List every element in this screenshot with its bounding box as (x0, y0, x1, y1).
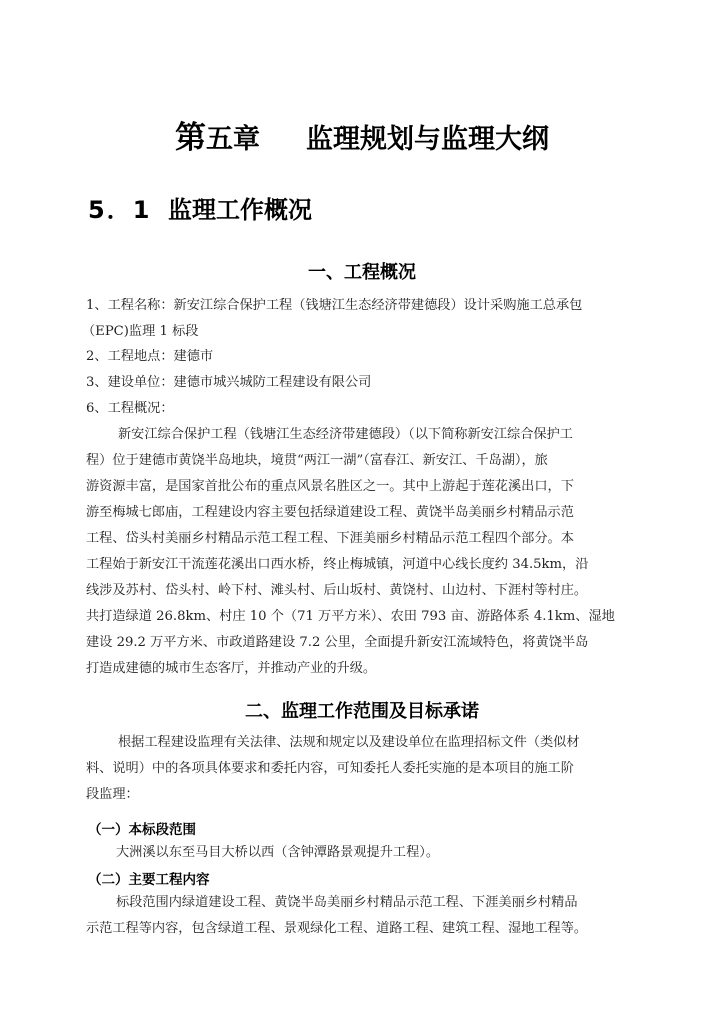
chapter-name: 监理规划与监理大纲 (306, 124, 549, 155)
overview-line: 线涉及苏村、岱头村、岭下村、滩头村、后山坂村、黄饶村、山边村、下涯村等村庄。 (86, 583, 588, 598)
scope-intro-line: 料、说明）中的各项具体要求和委托内容，可知委托人委托实施的是本项目的施工阶 (86, 761, 574, 776)
sub2-line: 示范工程等内容，包含绿道工程、景观绿化工程、道路工程、建筑工程、湿地工程等。 (86, 921, 588, 936)
chapter-number: 五章 (206, 124, 260, 155)
overview-line: 工程始于新安江干流莲花溪出口西水桥，终止梅城镇，河道中心线长度约 34.5km，沿 (86, 557, 589, 572)
sub1-heading: （一）本标段范围 (88, 822, 196, 838)
project-name-line: 1、工程名称：新安江综合保护工程（钱塘江生态经济带建德段）设计采购施工总承包 (86, 298, 583, 313)
section-number: 5．1 (88, 196, 152, 224)
overview-line: 新安江综合保护工程（钱塘江生态经济带建德段）（以下简称新安江综合保护工 (118, 427, 573, 442)
overview-line: 程）位于建德市黄饶半岛地块，境贯“两江一湖”（富春江、新安江、千岛湖），旅 (86, 453, 548, 468)
chapter-prefix: 第 (175, 120, 206, 156)
project-name-line-cont: （EPC)监理 1 标段 (82, 324, 199, 339)
overview-line: 工程、岱头村美丽乡村精品示范工程工程、下涯美丽乡村精品示范工程四个部分。本 (86, 531, 574, 546)
overview-line: 打造成建德的城市生态客厅，并推动产业的升级。 (86, 661, 377, 676)
part1-heading: 一、工程概况 (308, 262, 416, 283)
scope-intro-line: 段监理： (86, 787, 139, 802)
scope-intro-line: 根据工程建设监理有关法律、法规和规定以及建设单位在监理招标文件（类似材 (118, 735, 580, 750)
sub2-line: 标段范围内绿道建设工程、黄饶半岛美丽乡村精品示范工程、下涯美丽乡村精品 (116, 895, 578, 910)
project-location-line: 2、工程地点：建德市 (86, 349, 214, 364)
overview-line: 游资源丰富，是国家首批公布的重点风景名胜区之一。其中上游起于莲花溪出口，下 (86, 479, 574, 494)
overview-line: 共打造绿道 26.8km、村庄 10 个（71 万平方米）、农田 793 亩、游路体系 4.1km、湿地 (86, 609, 615, 624)
overview-line: 建设 29.2 万平方米、市政道路建设 7.2 公里，全面提升新安江流域特色，将黄饶半岛 (86, 635, 589, 650)
sub1-text: 大洲溪以东至马目大桥以西（含钟潭路景观提升工程）。 (116, 845, 440, 860)
section-name: 监理工作概况 (168, 196, 312, 224)
chapter-title (0, 112, 724, 157)
section-title (88, 190, 312, 225)
sub2-heading: （二）主要工程内容 (88, 872, 210, 888)
part2-heading: 二、监理工作范围及目标承诺 (245, 701, 479, 722)
overview-label: 6、工程概况： (86, 401, 174, 416)
builder-line: 3、建设单位：建德市城兴城防工程建设有限公司 (86, 375, 372, 390)
overview-line: 游至梅城七郎庙，工程建设内容主要包括绿道建设工程、黄饶半岛美丽乡村精品示范 (86, 505, 574, 520)
